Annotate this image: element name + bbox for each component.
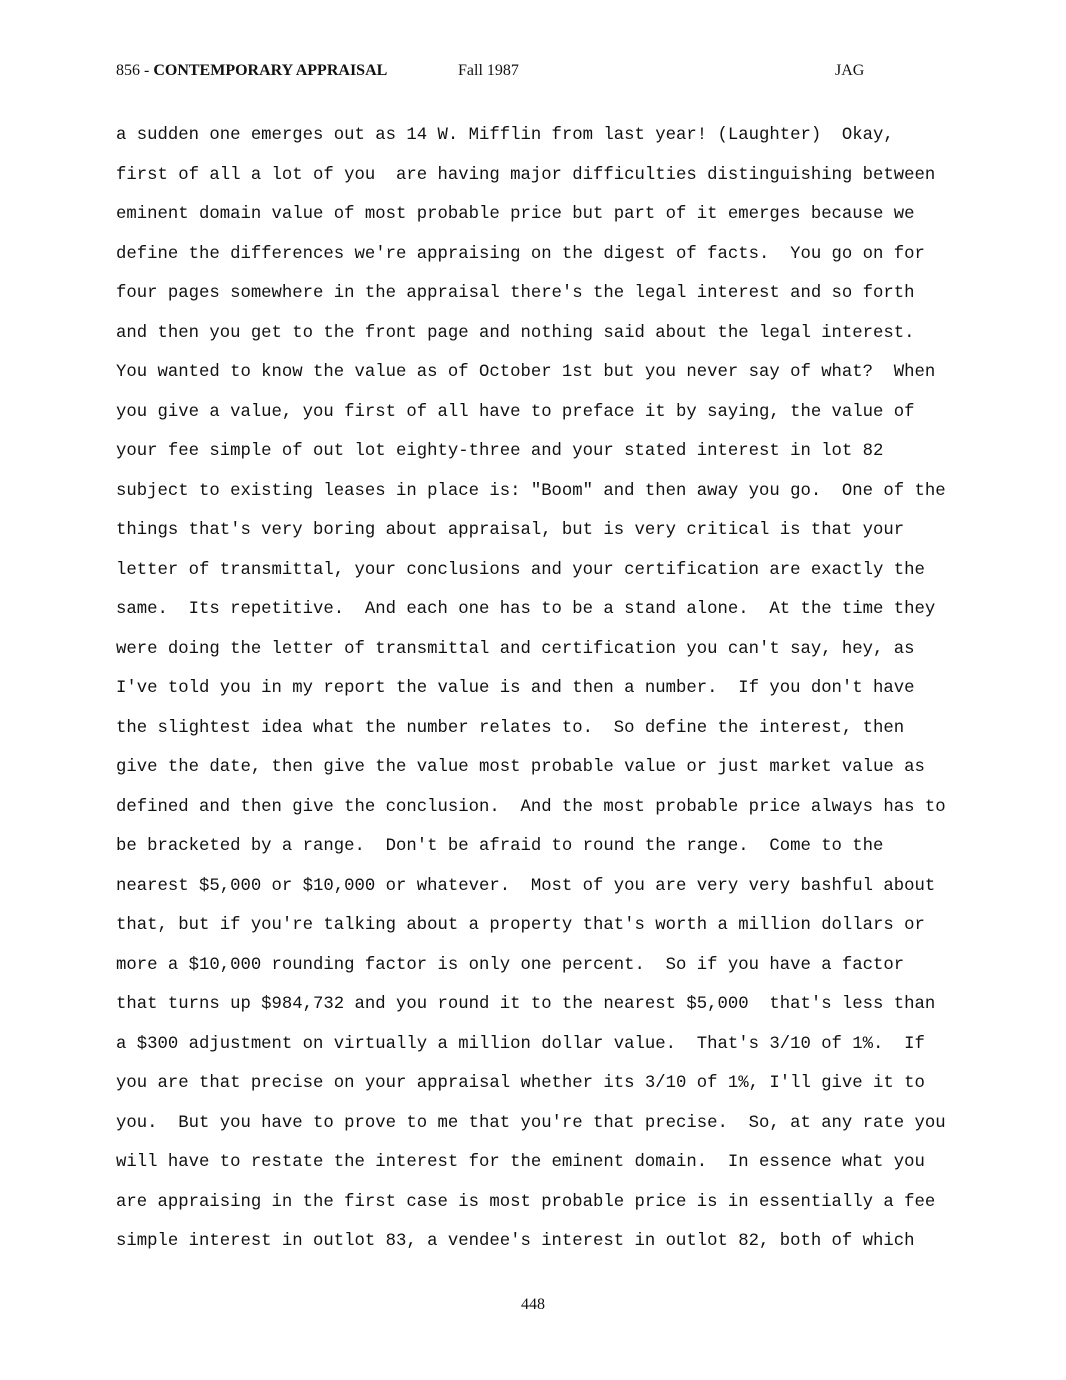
transcript-line: more a $10,000 rounding factor is only one percent. So if you have a factor [116, 955, 905, 975]
transcript-line: and then you get to the front page and nothing said about the legal interest. [116, 323, 915, 343]
transcript-line: that turns up $984,732 and you round it to the nearest $5,000 that's less than [116, 995, 936, 1014]
transcript-line: defined and then give the conclusion. And the most probable price always has to [116, 797, 946, 817]
term-label: Fall 1987 [458, 62, 519, 79]
transcript-line: were doing the letter of transmittal and certification you can't say, hey, as [116, 639, 915, 659]
transcript-line: subject to existing leases in place is: "Boom" and then away you go. One of the [116, 481, 946, 501]
author-initials: JAG [835, 62, 865, 79]
transcript-line: your fee simple of out lot eighty-three and your stated interest in lot 82 [116, 442, 884, 461]
course-number: 856 - [116, 62, 154, 79]
transcript-line: eminent domain value of most probable price but part of it emerges because we [116, 205, 915, 224]
course-title: CONTEMPORARY APPRAISAL [153, 62, 388, 79]
transcript-line: give the date, then give the value most probable value or just market value as [116, 758, 925, 777]
transcript-line: you. But you have to prove to me that you're that precise. So, at any rate you [116, 1113, 946, 1133]
transcript-line: four pages somewhere in the appraisal there's the legal interest and so forth [116, 284, 915, 303]
transcript-line: be bracketed by a range. Don't be afraid to round the range. Come to the [116, 837, 884, 856]
transcript-line: You wanted to know the value as of October 1st but you never say of what? When [116, 363, 936, 382]
transcript-line: define the differences we're appraising on the digest of facts. You go on for [116, 244, 925, 264]
transcript-line: will have to restate the interest for the eminent domain. In essence what you [116, 1153, 925, 1172]
transcript-line: that, but if you're talking about a property that's worth a million dollars or [116, 916, 925, 935]
transcript-line: a $300 adjustment on virtually a million dollar value. That's 3/10 of 1%. If [116, 1034, 925, 1054]
transcript-line: you give a value, you first of all have to preface it by saying, the value of [116, 402, 915, 422]
transcript-line: things that's very boring about appraisal, but is very critical is that your [116, 521, 905, 540]
transcript-line: I've told you in my report the value is and then a number. If you don't have [116, 679, 915, 698]
transcript-line: the slightest idea what the number relates to. So define the interest, then [116, 718, 905, 738]
transcript-line: you are that precise on your appraisal whether its 3/10 of 1%, I'll give it to [116, 1074, 925, 1093]
transcript-line: nearest $5,000 or $10,000 or whatever. Most of you are very very bashful about [116, 876, 936, 896]
transcript-line: are appraising in the first case is most probable price is in essentially a fee [116, 1192, 936, 1212]
page-header [116, 62, 876, 86]
course-heading [116, 62, 387, 80]
transcript-line: letter of transmittal, your conclusions and your certification are exactly the [116, 560, 925, 580]
page-number: 448 [521, 1296, 545, 1313]
transcript-line: simple interest in outlot 83, a vendee's interest in outlot 82, both of which [116, 1232, 915, 1251]
transcript-body [116, 116, 976, 1262]
transcript-line: a sudden one emerges out as 14 W. Mifflin from last year! (Laughter) Okay, [116, 126, 894, 145]
transcript-line: first of all a lot of you are having major difficulties distinguishing between [116, 165, 936, 185]
transcript-line: same. Its repetitive. And each one has to be a stand alone. At the time they [116, 600, 936, 619]
